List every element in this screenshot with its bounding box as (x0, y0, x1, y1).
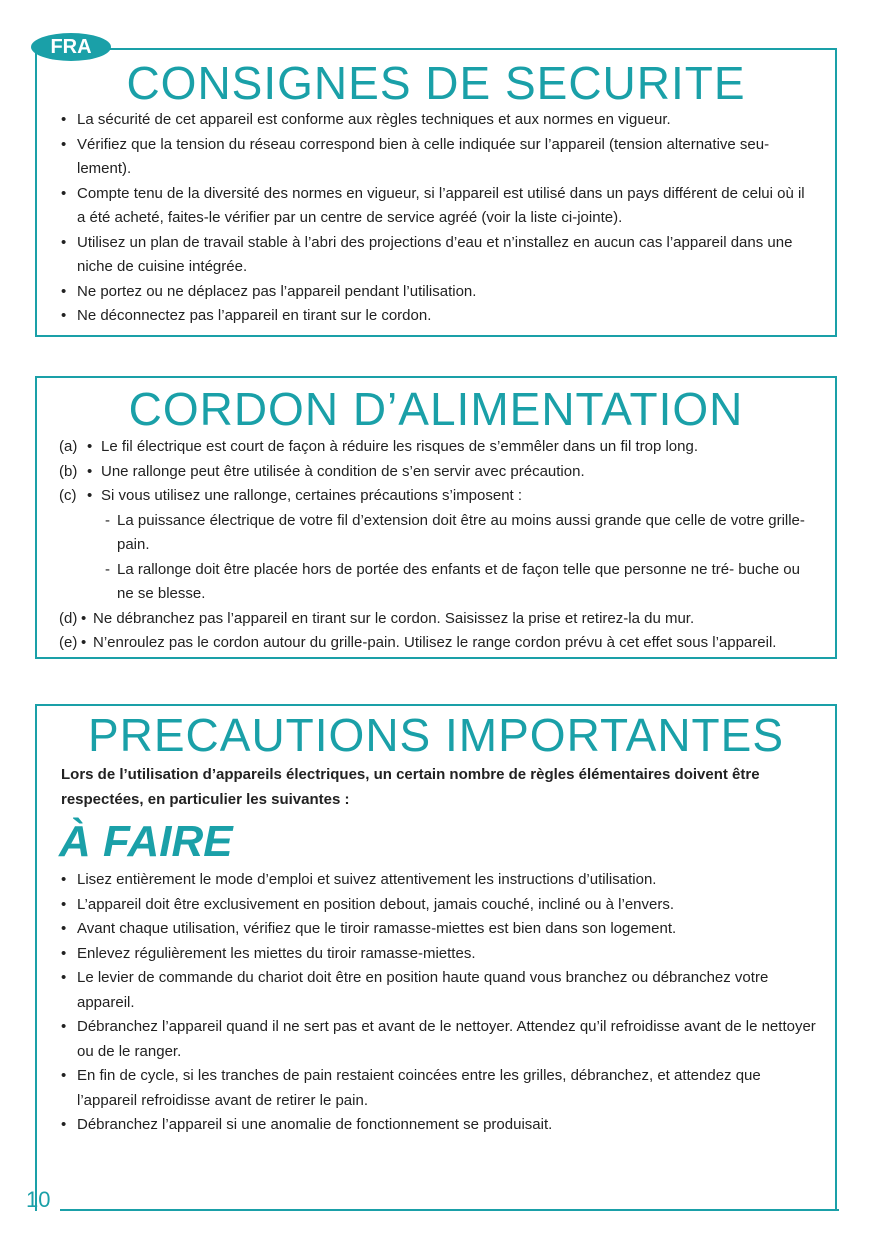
list-item: (b) • Une rallonge peut être utilisée à condition de s’en servir avec précaution. (59, 462, 585, 480)
sub-list-item: - La rallonge doit être placée hors de portée des enfants et de façon telle que personne ne tré- buche ou ne se blesse. (105, 560, 800, 602)
list-item: • Débranchez l’appareil si une anomalie de fonctionnement se produisait. (61, 1116, 553, 1133)
list-item: • Utilisez un plan de travail stable à l’abri des projections d’eau et n’installez en aucun cas l’appareil dans une niche de cuisine intégrée. (61, 233, 793, 275)
power-cord-list (37, 435, 835, 656)
list-item: • Ne portez ou ne déplacez pas l’appareil pendant l’utilisation. (61, 282, 477, 300)
list-item: (e) • N’enroulez pas le cordon autour du grille-pain. Utilisez le range cordon prévu à cet effet sous l’appareil. (59, 634, 777, 651)
list-item: • La sécurité de cet appareil est conforme aux règles techniques et aux normes en vigueur. (61, 111, 671, 128)
section-safety (35, 48, 837, 337)
list-item: • Compte tenu de la diversité des normes en vigueur, si l’appareil est utilisé dans un pays différent de celui où il a été acheté, faites-le vérifier par un centre de service agréé (voir la liste ci-jointe). (61, 184, 805, 226)
list-item: • En fin de cycle, si les tranches de pain restaient coincées entre les grilles, débranchez, et attendez que l’appareil refroidisse avant de retirer le pain. (61, 1067, 761, 1109)
sub-list-item: - La puissance électrique de votre fil d’extension doit être au moins aussi grande que celle de votre grille-pain. (105, 511, 805, 553)
list-item: (a) • Le fil électrique est court de façon à réduire les risques de s’emmêler dans un fil trop long. (59, 438, 698, 455)
to-do-list (37, 868, 835, 1138)
to-do-heading: À FAIRE (59, 817, 233, 866)
list-item: • Enlevez régulièrement les miettes du tiroir ramasse-miettes. (61, 944, 476, 962)
list-item: (c) • Si vous utilisez une rallonge, certaines précautions s’imposent : (59, 487, 523, 504)
page-number: 10 (26, 1187, 51, 1212)
safety-list (37, 108, 835, 329)
section-power-cord-title: CORDON D’ALIMENTATION (128, 383, 744, 435)
section-safety-title: CONSIGNES DE SECURITE (126, 57, 746, 109)
list-item: • Avant chaque utilisation, vérifiez que le tiroir ramasse-miettes est bien dans son logement. (61, 920, 677, 937)
list-item: (d) • Ne débranchez pas l’appareil en tirant sur le cordon. Saisissez la prise et retirez-la du mur. (59, 609, 695, 627)
language-badge: FRA (31, 33, 111, 61)
footer-rule (60, 1209, 839, 1211)
section-precautions (35, 704, 837, 1211)
list-item: • L’appareil doit être exclusivement en position debout, jamais couché, incliné ou à l’envers. (61, 895, 675, 913)
section-power-cord (35, 376, 837, 659)
list-item: • Lisez entièrement le mode d’emploi et suivez attentivement les instructions d’utilisation. (61, 871, 657, 888)
precautions-intro: Lors de l’utilisation d’appareils électriques, un certain nombre de règles élémentaires doivent être respectées, en particulier les suivantes : (61, 766, 760, 808)
list-item: • Le levier de commande du chariot doit être en position haute quand vous branchez ou débranchez votre appareil. (61, 969, 769, 1011)
list-item: • Ne déconnectez pas l’appareil en tirant sur le cordon. (61, 307, 432, 324)
list-item: • Débranchez l’appareil quand il ne sert pas et avant de le nettoyer. Attendez qu’il refroidisse avant de le nettoyer ou de le ranger. (61, 1018, 816, 1060)
section-precautions-title: PRECAUTIONS IMPORTANTES (87, 709, 785, 761)
list-item: • Vérifiez que la tension du réseau correspond bien à celle indiquée sur l’appareil (tension alternative seu- lement). (61, 135, 770, 177)
